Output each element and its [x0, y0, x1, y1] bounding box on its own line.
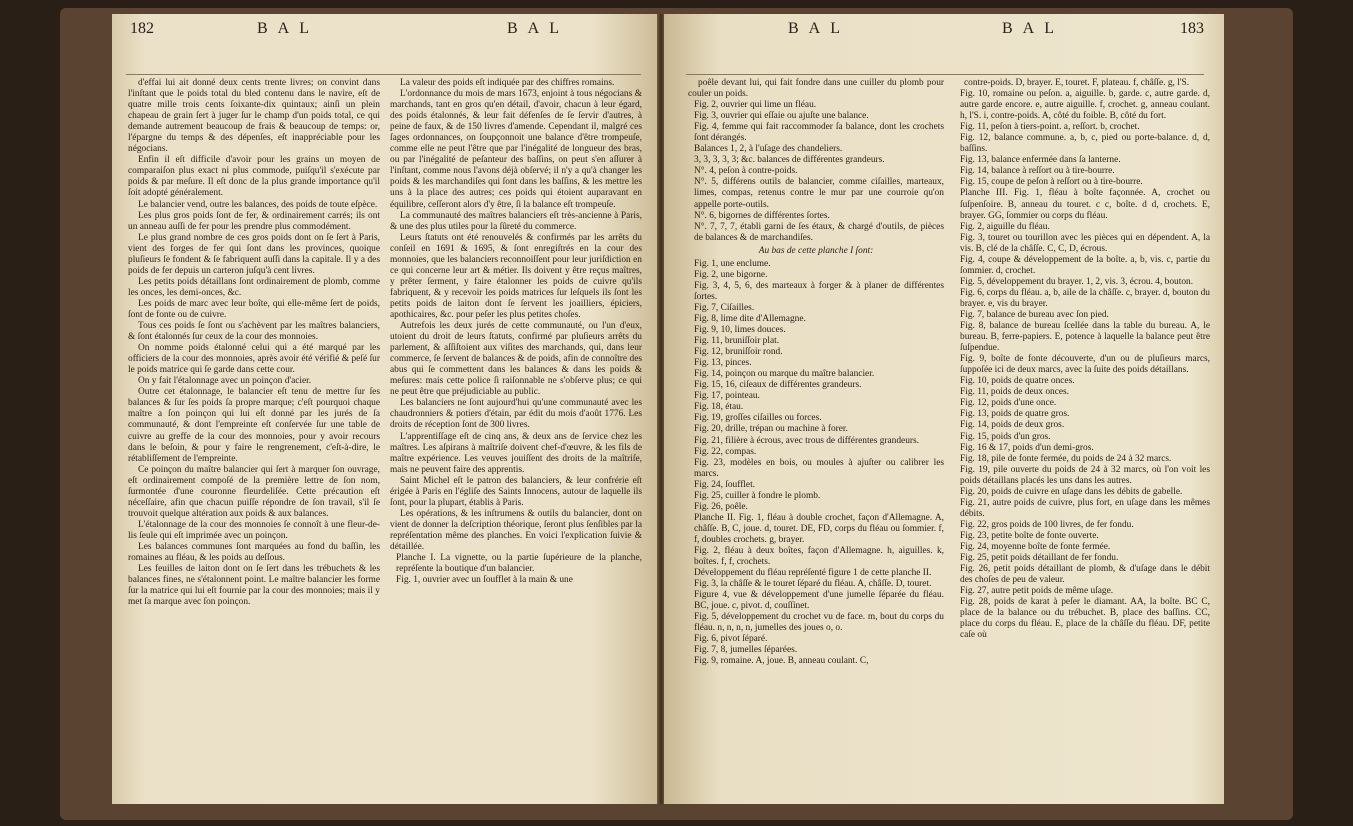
paragraph: Fig. 14, poids de deux gros.: [960, 420, 1065, 431]
paragraph: Saint Michel eſt le patron des balanciers, & leur confrérie eſt érigée à Paris en l'égliſe des Saints Innocens, autour de laquelle ils ſont, pour la plupart, établis à Paris.: [390, 475, 642, 508]
paragraph: Fig. 9, 10, limes douces.: [694, 325, 786, 336]
paragraph: Fig. 12, poids d'une once.: [960, 398, 1057, 409]
paragraph: Enfin il eſt difficile d'avoir pour les grains un moyen de comparaiſon plus exact ni plus commode, puiſqu'il s'exécute par poids & par meſure. Il eſt donc de la plus grande importance qu'il ſoit adopté généralement.: [128, 155, 380, 199]
paragraph: N°. 6, bigornes de différentes ſortes.: [694, 210, 830, 221]
paragraph: Fig. 2, une bigorne.: [694, 269, 768, 280]
paragraph: Les feuilles de laiton dont on ſe ſert dans les trébuchets & les balances fines, ne s'étalonnent point. Le maître balancier les forme ſur la matrice qui lui eſt fournie par la cour des monnoies; mais il y met ſa marque avec ſon poinçon.: [128, 564, 380, 608]
paragraph: N°. 5, différens outils de balancier, comme ciſailles, marteaux, limes, compas, retenus contre le mur par une courroie qu'on appelle porte-outils.: [694, 177, 944, 210]
text-column-left: [688, 78, 944, 796]
paragraph: Fig. 28, poids de karat à peſer le diamant. AA, la boîte. BC C, place de la balance ou du trébuchet. B, place des baſſins. CC, place du corps du fléau. E, place de la châſſe du fléau. DF, petite caſe où: [960, 597, 1210, 641]
paragraph: N°. 7, 7, 7, établi garni de ſes étaux, & chargé d'outils, de pièces de balances & de marchandiſes.: [694, 221, 944, 243]
paragraph: Développement du fléau repréſenté figure 1 de cette planche II.: [694, 568, 932, 579]
paragraph: Fig. 27, autre petit poids de même uſage.: [960, 586, 1114, 597]
paragraph: Fig. 15, poids d'un gros.: [960, 431, 1051, 442]
paragraph: Planche II. Fig. 1, fléau à double crochet, façon d'Allemagne. A, châſſe. B, C, joue. d, touret. DE, FD, corps du fléau ou ſommier. f, f, doubles crochets. g, brayer.: [694, 512, 944, 545]
paragraph: Fig. 16 & 17, poids d'un demi-gros.: [960, 442, 1094, 453]
paragraph: Fig. 2, ouvrier qui lime un fléau.: [694, 100, 817, 111]
paragraph: Fig. 10, poids de quatre onces.: [960, 376, 1075, 387]
paragraph: Outre cet étalonnage, le balancier eſt tenu de mettre ſur ſes balances & ſur ſes poids ſa propre marque; c'eſt pourquoi chaque maître a ſon poinçon qui lui eſt donné par les jurés de ſa communauté, & dont l'empreinte eſt conſervée ſur une table de cuivre au greffe de la cour des monnoies, pour y avoir recours dans le beſoin, & pour y faire le rengrenement, c'eſt-à-dire, le rétabliſſement de l'empreinte.: [128, 387, 380, 464]
paragraph: La communauté des maîtres balanciers eſt très-ancienne à Paris, & une des plus utiles pour la ſûreté du commerce.: [390, 210, 642, 232]
paragraph: Fig. 13, balance enfermée dans ſa lanterne.: [960, 155, 1121, 166]
paragraph: Fig. 24, ſoufflet.: [694, 479, 756, 490]
paragraph: Les balanciers ne ſont aujourd'hui qu'une communauté avec les chaudronniers & potiers d'étain, par édit du mois d'août 1776. Les droits de réception ſont de 300 livres.: [390, 398, 642, 431]
paragraph: Fig. 13, pinces.: [694, 358, 752, 369]
paragraph: Fig. 18, pile de fonte fermée, du poids de 24 à 32 marcs.: [960, 453, 1172, 464]
header-rule: [126, 74, 641, 75]
paragraph: Fig. 15, coupe de peſon à reſſort ou à tire-bourre.: [960, 177, 1143, 188]
paragraph: Fig. 11, bruniſſoir plat.: [694, 336, 780, 347]
paragraph: Fig. 1, une enclume.: [694, 258, 771, 269]
paragraph: Fig. 23, petite boîte de fonte ouverte.: [960, 530, 1099, 541]
paragraph: Planche III. Fig. 1, fléau à boîte façonnée. A, crochet ou ſuſpenſoire. B, anneau du touret. c c, boîte. d d, crochets. E, brayer. GG, ſommier ou corps du fléau.: [960, 188, 1210, 221]
paragraph: Figure 4, vue & développement d'une jumelle ſéparée du fléau. BC, joue. c, pivot. d, couſſinet.: [694, 590, 944, 612]
paragraph: Fig. 12, bruniſſoir rond.: [694, 347, 783, 358]
paragraph: La valeur des poids eſt indiquée par des chiffres romains.: [400, 78, 615, 88]
paragraph: On y fait l'étalonnage avec un poinçon d'acier.: [138, 376, 312, 387]
paragraph: Les opérations, & les inſtrumens & outils du balancier, dont on vient de donner la deſcription théorique, ſeront plus ſenſibles par la repréſentation même des planches. En voici l'explication ſuivie & détaillée.: [390, 508, 642, 552]
paragraph: Fig. 19, groſſes ciſailles ou forces.: [694, 413, 822, 424]
paragraph: Le plus grand nombre de ces gros poids dont on ſe ſert à Paris, vient des forges de fer qui ſont dans les provinces, quoique pluſieurs ſe fondent & ſe fabriquent auſſi dans la capitale. Il y a des poids de fer depuis un carteron juſqu'à cent livres.: [128, 232, 380, 276]
paragraph: Fig. 17, pointeau.: [694, 391, 760, 402]
paragraph: contre-poids. D, brayer. E, touret. F, plateau. f, châſſe. g, l'S.: [964, 78, 1190, 88]
paragraph: Fig. 22, gros poids de 100 livres, de fer fondu.: [960, 519, 1134, 530]
paragraph: Fig. 13, poids de quatre gros.: [960, 409, 1070, 420]
paragraph: Fig. 20, poids de cuivre en uſage dans les débits de gabelle.: [960, 486, 1183, 497]
paragraph: Fig. 26, petit poids détaillant de plomb, & d'uſage dans le débit des choſes de peu de valeur.: [960, 564, 1210, 586]
running-head-title: BAL: [507, 20, 569, 37]
left-page: [112, 14, 657, 804]
paragraph: Fig. 24, moyenne boîte de fonte fermée.: [960, 541, 1111, 552]
paragraph: Fig. 25, cuiller à fondre le plomb.: [694, 490, 821, 501]
header-rule: [686, 74, 1204, 75]
left-running-head: [112, 20, 657, 50]
paragraph: Fig. 11, peſon à tiers-point. a, reſſort. b, crochet.: [960, 122, 1140, 133]
paragraph: Les balances communes ſont marquées au fond du baſſin, les romaines au fléau, & les poids au deſſous.: [128, 541, 380, 564]
paragraph: 3, 3, 3, 3, 3; &c. balances de différentes grandeurs.: [694, 155, 885, 166]
paragraph: Planche I. La vignette, ou la partie ſupérieure de la planche, repréſente la boutique d'un balancier.: [396, 553, 642, 575]
paragraph: Fig. 3, touret ou tourillon avec les pièces qui en dépendent. A, la vis. B, clé de la châſſe. C, C, D, écrous.: [960, 232, 1210, 254]
paragraph: d'effai lui ait donné deux cents trente livres; on convint dans l'inſtant que le poids total du bled contenu dans le navire, eſt de quatre mille trois cents ſoixante-dix quintaux; ainſi un plein chapeau de grain ſert à juger ſur le champ d'un poids total, ce qui demande autrement beaucoup de frais & beaucoup de temps: or, l'épargne du temps & des dépenſes, eſt inappréciable pour les négocians.: [128, 78, 380, 155]
text-column-right: [954, 78, 1210, 796]
paragraph: Fig. 10, romaine ou peſon. a, aiguille. b, garde. c, autre garde. d, autre garde encore. e, autre aiguille. f, crochet. g, anneau coulant. h, l'S. i, contre-poids. A, côté du foible. B, côté du fort.: [960, 89, 1210, 122]
paragraph: Fig. 9, boîte de fonte découverte, d'un ou de pluſieurs marcs, ſuppoſée ici de deux marcs, avec la ſuite des poids détaillans.: [960, 354, 1210, 376]
paragraph: Fig. 5, développement du crochet vu de face. m, bout du corps du fléau. n, n, n, n, jumelles des joues o, o.: [694, 612, 944, 634]
paragraph: Fig. 8, balance de bureau ſcellée dans la table du bureau. A, le bureau. B, ferre-papiers. E, potence à laquelle la balance peut être ſuſpendue.: [960, 321, 1210, 354]
paragraph: Le balancier vend, outre les balances, des poids de toute eſpèce.: [138, 199, 378, 210]
paragraph: Fig. 20, drille, trépan ou machine à forer.: [694, 424, 848, 435]
paragraph: Fig. 15, 16, ciſeaux de différentes grandeurs.: [694, 380, 862, 391]
paragraph: Fig. 7, 8, jumelles ſéparées.: [694, 645, 798, 656]
running-head-title: BAL: [1002, 20, 1064, 37]
paragraph: Fig. 25, petit poids détaillant de fer fondu.: [960, 553, 1119, 564]
paragraph: Fig. 6, pivot ſéparé.: [694, 634, 768, 645]
paragraph: On nomme poids étalonné celui qui a été marqué par les officiers de la cour des monnoies, après avoir été vérifié & peſé ſur le poids matrice qui ſe garde dans cette cour.: [128, 343, 380, 376]
paragraph: Fig. 14, poinçon ou marque du maître balancier.: [694, 369, 875, 380]
paragraph: Ce poinçon du maître balancier qui ſert à marquer ſon ouvrage, eſt ordinairement compoſé de la première lettre de ſon nom, ſurmontée d'une couronne fleurdeliſée. Cette précaution eſt néceſſaire, afin que chacun puiſſe répondre de ſon travail, s'il ſe trouvoit quelque altération aux poids & aux balances.: [128, 464, 380, 519]
paragraph: Fig. 9, romaine. A, joue. B, anneau coulant. C,: [694, 656, 869, 667]
paragraph: Fig. 11, poids de deux onces.: [960, 387, 1070, 398]
paragraph: Fig. 1, ouvrier avec un ſoufflet à la main & une: [396, 575, 573, 586]
paragraph: Fig. 5, développement du brayer. 1, 2, vis. 3, écrou. 4, bouton.: [960, 276, 1194, 287]
page-number: 183: [1180, 20, 1204, 37]
running-head-title: BAL: [257, 20, 319, 37]
paragraph: N°. 4, peſon à contre-poids.: [694, 166, 798, 177]
right-running-head: [664, 20, 1224, 50]
paragraph: Fig. 4, coupe & développement de la boîte. a, b, vis. c, partie du ſommier. d, crochet.: [960, 254, 1210, 276]
paragraph: Fig. 2, aiguille du fléau.: [960, 221, 1050, 232]
paragraph: Fig. 26, poêle.: [694, 501, 748, 512]
paragraph: Les plus gros poids ſont de fer, & ordinairement carrés; ils ont un anneau auſſi de fer pour les prendre plus commodément.: [128, 210, 380, 232]
running-head-title: BAL: [788, 20, 850, 37]
paragraph: Fig. 4, femme qui fait raccommoder ſa balance, dont les crochets ſont dérangés.: [694, 122, 944, 144]
text-column-right: [390, 78, 642, 796]
paragraph: Fig. 8, lime dite d'Allemagne.: [694, 313, 806, 324]
paragraph: Fig. 6, corps du fléau. a, b, aile de la châſſe. c, brayer. d, bouton du brayer. e, vis du brayer.: [960, 287, 1210, 309]
right-page: [664, 14, 1224, 804]
paragraph: poêle devant lui, qui fait fondre dans une cuiller du plomb pour couler un poids.: [688, 78, 944, 100]
paragraph: Autrefois les deux jurés de cette communauté, ou l'un d'eux, utoient du droit de leurs ſtatuts, confirmé par pluſieurs arrêts du parlement, & aſſiſtoient aux viſites des marchands, qui, dans leur commerce, ſe ſervent de balances & de poids, afin de connoître des abus qui ſe commettent dans les balances & dans les poids & meſures: mais cette police ſi raiſonnable ne s'obſerve plus; ce qui ne peut être que préjudiciable au public.: [390, 321, 642, 398]
paragraph: Fig. 22, compas.: [694, 446, 757, 457]
paragraph: Tous ces poids ſe ſont ou s'achèvent par les maîtres balanciers, & ſont étalonnés ſur ceux de la cour des monnoies.: [128, 321, 380, 343]
paragraph: Fig. 7, balance de bureau avec ſon pied.: [960, 309, 1109, 320]
paragraph: L'étalonnage de la cour des monnoies ſe connoît à une fleur-de-lis ſeule qui eſt imprimée avec un poinçon.: [128, 519, 380, 541]
paragraph: Leurs ſtatuts ont été renouvelés & confirmés par les arrêts du conſeil en 1691 & 1695, & ſont enregiſtrés en la cour des monnoies, que les balanciers reconnoiſſent pour leur juriſdiction en ce qui concerne leur art & métier. Ils doivent y être reçus maîtres, y prêter ſerment, y faire étalonner les poids de cuivre qu'ils fabriquent, & y recevoir les poids matrices ſur leſquels ils ſont les petits poids de laiton dont ſe ſervent les joailliers, épiciers, apothicaires, &c. pour peſer les plus petites choſes.: [390, 232, 642, 320]
paragraph: Au bas de cette planche I ſont:: [758, 245, 874, 256]
paragraph: Fig. 21, filière à écrous, avec trous de différentes grandeurs.: [694, 435, 920, 446]
paragraph: Fig. 2, fléau à deux boîtes, façon d'Allemagne. h, aiguilles. k, boîtes. f, f, crochets.: [694, 545, 944, 568]
text-column-left: [128, 78, 380, 796]
paragraph: Fig. 21, autre poids de cuivre, plus fort, en uſage dans les mêmes débits.: [960, 497, 1210, 519]
paragraph: Fig. 3, 4, 5, 6, des marteaux à forger & à planer de différentes ſortes.: [694, 280, 944, 302]
paragraph: Les poids de marc avec leur boîte, qui elle-même ſert de poids, ſont de fonte ou de cuivre.: [128, 298, 380, 320]
paragraph: Les petits poids détaillans ſont ordinairement de plomb, comme les onces, les demi-onces, &c.: [128, 276, 380, 298]
paragraph: Fig. 3, la châſſe & le touret ſéparé du fléau. A, châſſe. D, touret.: [694, 579, 932, 590]
paragraph: L'ordonnance du mois de mars 1673, enjoint à tous négocians & marchands, tant en gros qu'en détail, d'avoir, chacun à leur égard, des poids étalonnés, & leur fait défenſes de ſe ſervir d'autres, à peine de faux, & de 150 livres d'amende. Cependant il, malgré ces ſages ordonnances, on ſoupçonnoit une balance d'être trompeuſe, comme elle ne peut l'être que par l'inégalité de longueur des bras, ou par l'inégalité de peſanteur des baſſins, on peut s'en aſſurer à l'inſtant, comme nous l'avons déjà obſervé; il n'y a qu'à changer les poids & les marchandiſes qui ſont dans les baſſins, & les mettre les uns à la place des autres; ces poids qui étoient auparavant en équilibre, ceſſeront alors d'y être, ſi la balance eſt trompeuſe.: [390, 89, 642, 210]
page-number: 182: [130, 20, 154, 37]
paragraph: Fig. 14, balance à reſſort ou à tire-bourre.: [960, 166, 1115, 177]
paragraph: Fig. 12, balance commune. a, b, c, pied ou porte-balance. d, d, baſſins.: [960, 133, 1210, 155]
paragraph: L'apprentiſſage eſt de cinq ans, & deux ans de ſervice chez les maîtres. Les aſpirans à maîtriſe doivent chef-d'œuvre, & les fils de maître expérience. Les veuves jouiſſent des droits de la maîtriſe, mais ne peuvent faire des apprentis.: [390, 431, 642, 475]
paragraph: Fig. 18, étau.: [694, 402, 744, 413]
paragraph: Fig. 19, pile ouverte du poids de 24 à 32 marcs, où l'on voit les poids détaillans placés les uns dans les autres.: [960, 464, 1210, 486]
paragraph: Balances 1, 2, à l'uſage des chandeliers.: [694, 144, 843, 155]
paragraph: Fig. 7, Ciſailles.: [694, 302, 755, 313]
paragraph: Fig. 23, modèles en bois, ou moules à ajuſter ou calibrer les marcs.: [694, 457, 944, 479]
paragraph: Fig. 3, ouvrier qui eſſaie ou ajuſte une balance.: [694, 111, 869, 122]
